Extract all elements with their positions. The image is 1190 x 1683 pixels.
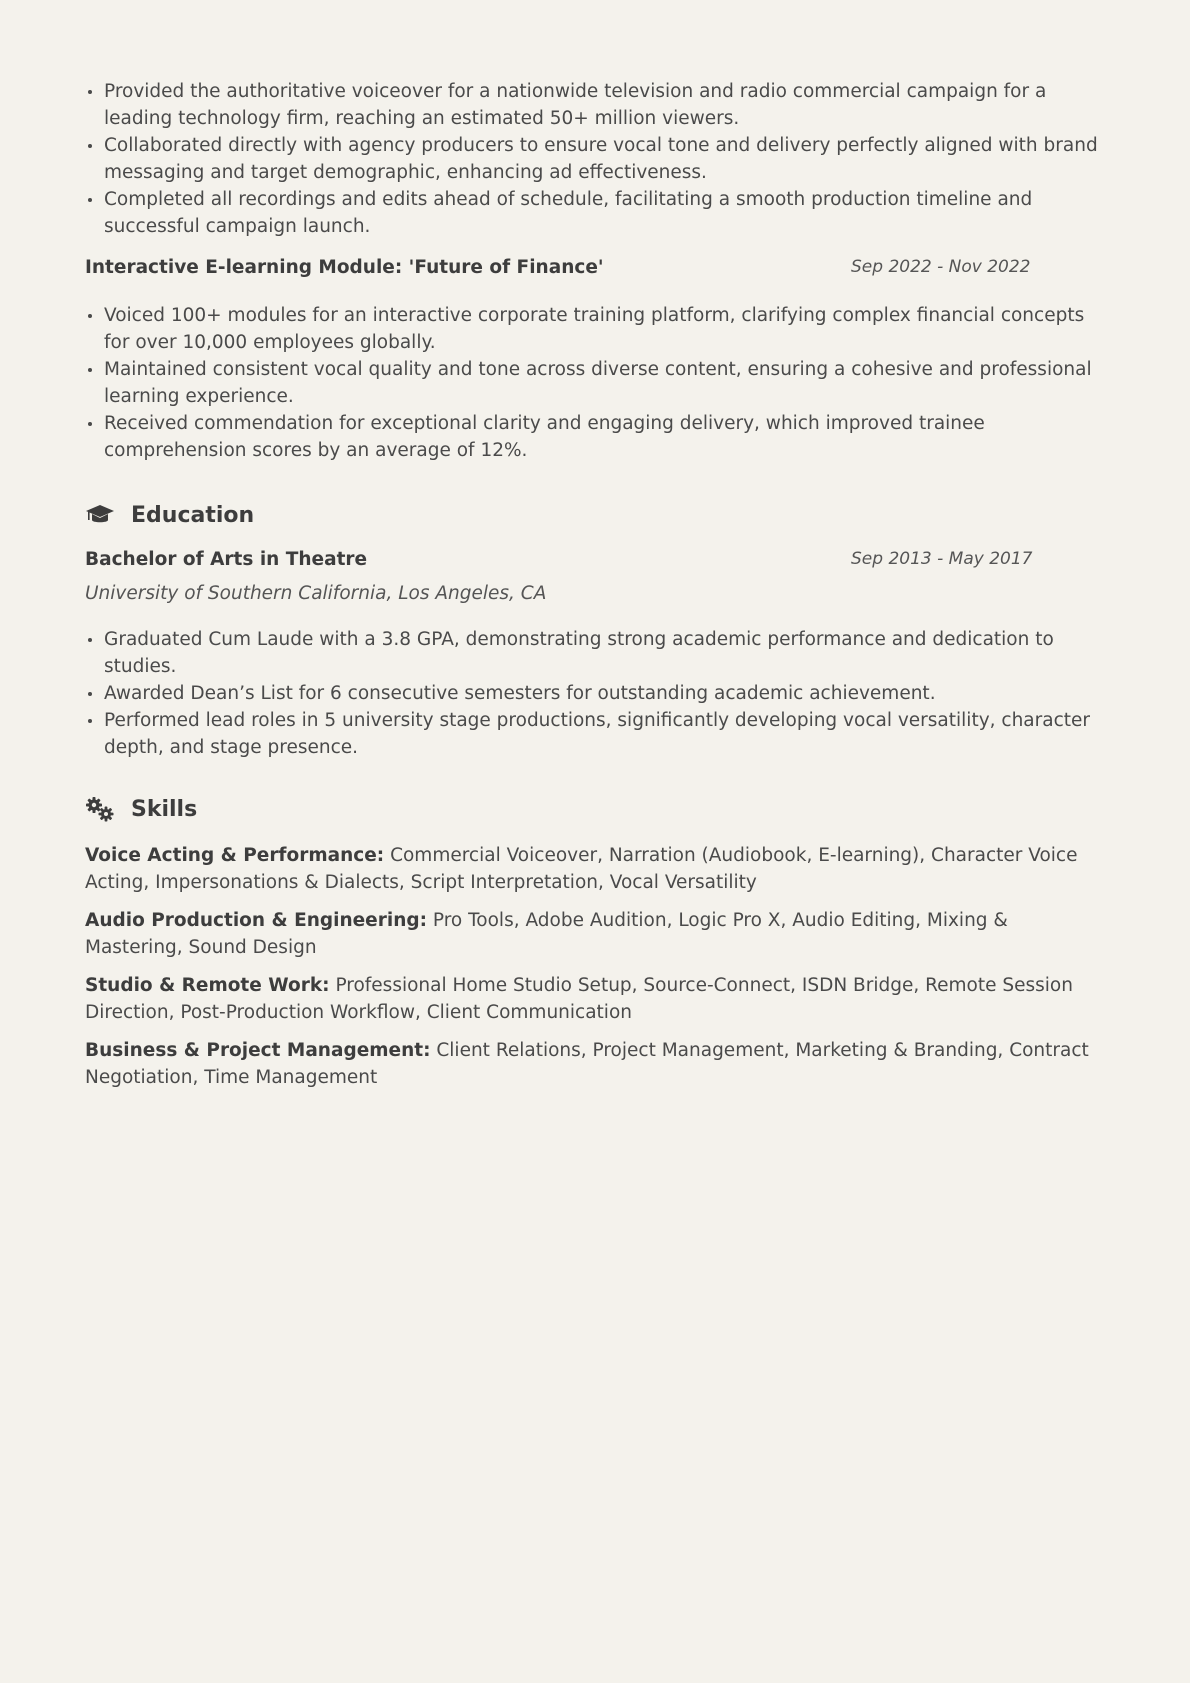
skills-section-header [85,792,1100,826]
skill-item [85,972,1100,1026]
list-item: Maintained consistent vocal quality and tone across diverse content, ensuring a cohesive and professional learning experience. [85,356,1100,410]
list-item: Awarded Dean’s List for 6 consecutive semesters for outstanding academic achievement. [85,680,1100,707]
list-item: Performed lead roles in 5 university stage productions, significantly developing vocal versatility, character depth, and stage presence. [85,707,1100,761]
skill-category: Audio Production & Engineering: [85,910,428,931]
entry-date: Sep 2013 - May 2017 [851,549,1033,569]
education-entry-header [85,546,1100,574]
list-item: Graduated Cum Laude with a 3.8 GPA, demonstrating strong academic performance and dedication to studies. [85,626,1100,680]
skill-item [85,1037,1100,1091]
section-title: Skills [131,796,198,822]
skill-category: Business & Project Management: [85,1040,431,1061]
skill-item [85,907,1100,961]
list-item: Completed all recordings and edits ahead of schedule, facilitating a smooth production timeline and successful campaign launch. [85,186,1100,240]
list-item: Received commendation for exceptional clarity and engaging delivery, which improved trainee comprehension scores by an average of 12%. [85,410,1100,464]
campaign-bullet-list [85,78,1100,240]
school-name: University of Southern California, Los Angeles, CA [85,583,547,604]
degree-title: Bachelor of Arts in Theatre [85,549,368,570]
elearning-entry-header [85,254,1100,282]
list-item: Voiced 100+ modules for an interactive corporate training platform, clarifying complex financial concepts for over 10,000 employees globally. [85,302,1100,356]
list-item: Provided the authoritative voiceover for a nationwide television and radio commercial campaign for a leading technology firm, reaching an estimated 50+ million viewers. [85,78,1100,132]
education-bullet-list [85,626,1100,761]
list-item: Collaborated directly with agency producers to ensure vocal tone and delivery perfectly aligned with brand messaging and target demographic, enhancing ad effectiveness. [85,132,1100,186]
skill-category: Voice Acting & Performance: [85,845,385,866]
entry-title: Interactive E-learning Module: 'Future of Finance' [85,257,604,278]
gears-icon [85,796,115,822]
skill-list: Pro Tools, Adobe Audition, Logic Pro X, Audio Editing, Mixing & Mastering, Sound Design [85,910,1008,958]
skill-item [85,842,1100,896]
graduation-cap-icon [85,502,115,528]
entry-date: Sep 2022 - Nov 2022 [851,257,1031,277]
skill-list: Commercial Voiceover, Narration (Audiobook, E-learning), Character Voice Acting, Impersonations & Dialects, Script Interpretation, Vocal Versatility [85,845,1078,893]
skill-list: Professional Home Studio Setup, Source-Connect, ISDN Bridge, Remote Session Direction, Post-Production Workflow, Client Communication [85,975,1073,1023]
skill-category: Studio & Remote Work: [85,975,330,996]
section-title: Education [131,502,255,528]
education-section-header [85,498,1100,532]
skill-list: Client Relations, Project Management, Marketing & Branding, Contract Negotiation, Time Management [85,1040,1089,1088]
elearning-bullet-list [85,302,1100,464]
